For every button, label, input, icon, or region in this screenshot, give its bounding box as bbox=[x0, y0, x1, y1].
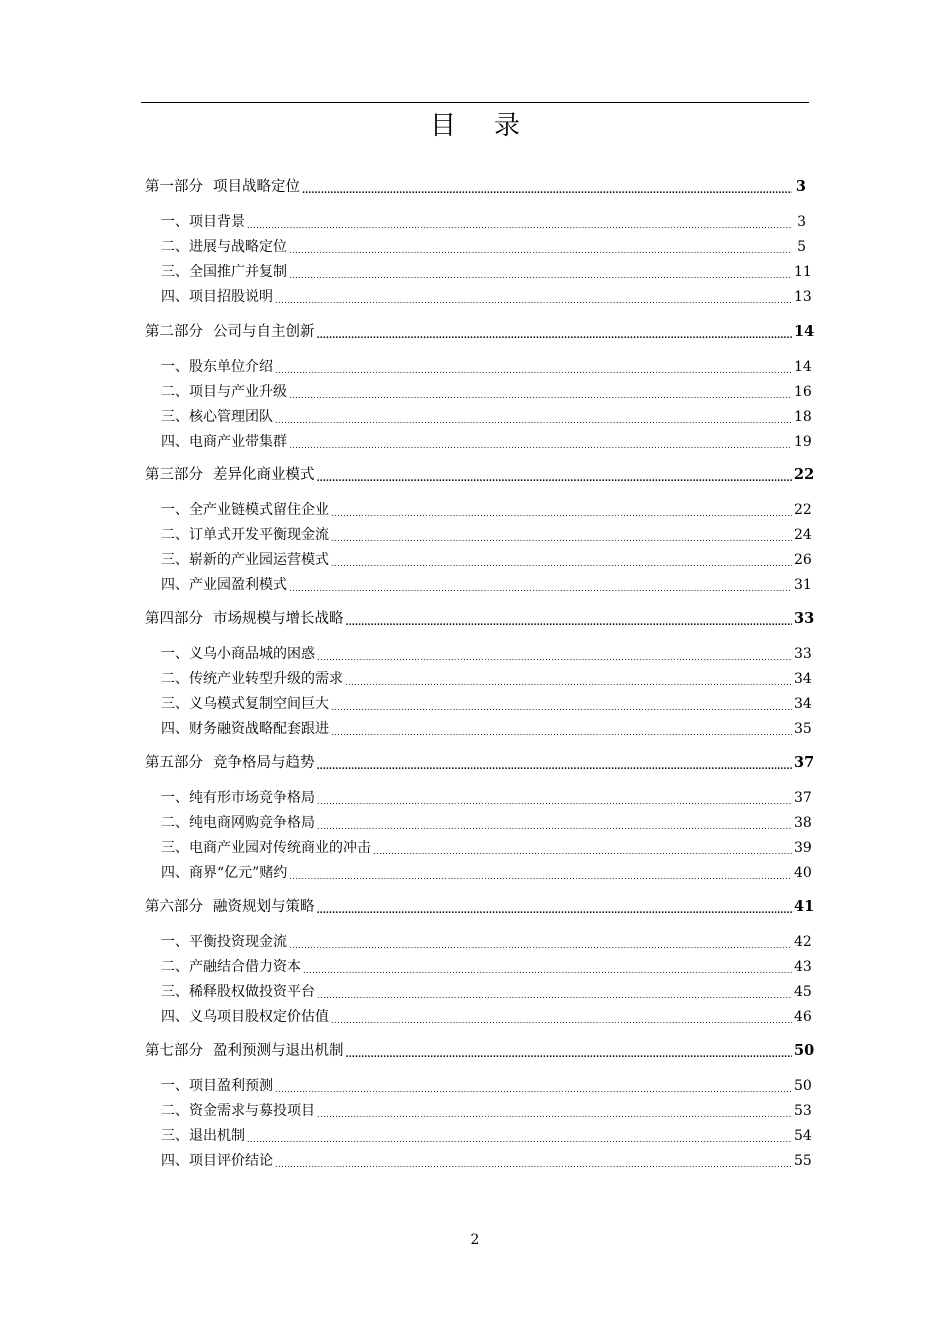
toc-item-page: 39 bbox=[794, 840, 812, 856]
toc-item-title: 三、全国推广并复制 bbox=[161, 264, 287, 280]
toc-leader-dots bbox=[317, 900, 793, 918]
toc-item-page: 18 bbox=[794, 409, 812, 425]
toc-item-title: 二、传统产业转型升级的需求 bbox=[161, 671, 343, 687]
toc-item-entry[interactable] bbox=[161, 956, 812, 978]
toc-item-title: 四、项目评价结论 bbox=[161, 1153, 273, 1169]
toc-part-title: 项目战略定位 bbox=[213, 179, 300, 195]
toc-leader-dots bbox=[289, 935, 792, 953]
toc-leader-dots bbox=[275, 410, 792, 428]
toc-item-page: 55 bbox=[794, 1153, 812, 1169]
toc-item-entry[interactable] bbox=[161, 643, 812, 665]
toc-item-entry[interactable] bbox=[161, 693, 812, 715]
toc-item-entry[interactable] bbox=[161, 1006, 812, 1028]
toc-leader-dots bbox=[289, 240, 792, 258]
toc-item-title: 二、订单式开发平衡现金流 bbox=[161, 527, 329, 543]
toc-leader-dots bbox=[331, 722, 792, 740]
toc-item-entry[interactable] bbox=[161, 1150, 812, 1172]
toc-item-title: 一、纯有形市场竞争格局 bbox=[161, 790, 315, 806]
toc-item-entry[interactable] bbox=[161, 236, 806, 258]
toc-item-title: 三、义乌模式复制空间巨大 bbox=[161, 696, 329, 712]
toc-part-title: 差异化商业模式 bbox=[213, 467, 315, 483]
toc-leader-dots bbox=[346, 1044, 793, 1062]
toc-item-entry[interactable] bbox=[161, 837, 812, 859]
toc-item-title: 四、义乌项目股权定价估值 bbox=[161, 1009, 329, 1025]
title-char-1: 目 bbox=[429, 111, 456, 141]
toc-item-page: 26 bbox=[794, 552, 812, 568]
toc-leader-dots bbox=[317, 468, 793, 486]
toc-item-entry[interactable] bbox=[161, 1075, 812, 1097]
toc-part-entry[interactable] bbox=[145, 608, 815, 630]
toc-part-number: 第四部分 bbox=[145, 611, 203, 627]
toc-item-page: 42 bbox=[794, 934, 812, 950]
toc-item-title: 四、产业园盈利模式 bbox=[161, 577, 287, 593]
toc-part-title: 公司与自主创新 bbox=[213, 324, 315, 340]
toc-part-page: 14 bbox=[794, 323, 815, 340]
toc-item-title: 一、义乌小商品城的困惑 bbox=[161, 646, 315, 662]
toc-part-entry[interactable] bbox=[145, 896, 815, 918]
toc-part-title: 市场规模与增长战略 bbox=[213, 611, 344, 627]
toc-part-page: 33 bbox=[794, 610, 815, 627]
toc-leader-dots bbox=[346, 612, 793, 630]
toc-leader-dots bbox=[317, 647, 792, 665]
toc-leader-dots bbox=[275, 1154, 792, 1172]
toc-item-page: 22 bbox=[794, 502, 812, 518]
toc-part-title: 竞争格局与趋势 bbox=[213, 755, 315, 771]
toc-item-entry[interactable] bbox=[161, 718, 812, 740]
toc-item-title: 二、进展与战略定位 bbox=[161, 239, 287, 255]
toc-item-title: 四、商界“亿元”赌约 bbox=[161, 865, 288, 881]
toc-item-title: 一、项目盈利预测 bbox=[161, 1078, 273, 1094]
toc-part-title: 融资规划与策略 bbox=[213, 899, 315, 915]
toc-part-number: 第五部分 bbox=[145, 755, 203, 771]
toc-item-title: 一、项目背景 bbox=[161, 214, 245, 230]
toc-item-page: 54 bbox=[794, 1128, 812, 1144]
toc-item-page: 16 bbox=[794, 384, 812, 400]
toc-item-entry[interactable] bbox=[161, 211, 806, 233]
toc-item-title: 一、平衡投资现金流 bbox=[161, 934, 287, 950]
toc-leader-dots bbox=[275, 360, 792, 378]
toc-part-entry[interactable] bbox=[145, 1040, 815, 1062]
toc-item-entry[interactable] bbox=[161, 787, 812, 809]
toc-leader-dots bbox=[289, 435, 792, 453]
toc-part-page: 3 bbox=[795, 178, 806, 195]
toc-leader-dots bbox=[317, 756, 793, 774]
toc-item-title: 三、核心管理团队 bbox=[161, 409, 273, 425]
toc-part-page: 37 bbox=[794, 754, 815, 771]
toc-item-page: 13 bbox=[794, 289, 812, 305]
toc-leader-dots bbox=[302, 180, 792, 198]
toc-item-title: 三、崭新的产业园运营模式 bbox=[161, 552, 329, 568]
toc-item-title: 三、退出机制 bbox=[161, 1128, 245, 1144]
toc-leader-dots bbox=[317, 985, 792, 1003]
toc-item-entry[interactable] bbox=[161, 406, 812, 428]
toc-item-page: 35 bbox=[794, 721, 812, 737]
toc-item-entry[interactable] bbox=[161, 356, 812, 378]
toc-part-entry[interactable] bbox=[145, 752, 815, 774]
toc-item-page: 38 bbox=[794, 815, 812, 831]
toc-part-number: 第七部分 bbox=[145, 1043, 203, 1059]
toc-leader-dots bbox=[331, 528, 792, 546]
toc-item-entry[interactable] bbox=[161, 1100, 812, 1122]
toc-item-page: 3 bbox=[797, 214, 806, 230]
toc-item-entry[interactable] bbox=[161, 381, 812, 403]
toc-item-title: 三、电商产业园对传统商业的冲击 bbox=[161, 840, 371, 856]
toc-part-page: 22 bbox=[794, 466, 815, 483]
toc-item-entry[interactable] bbox=[161, 524, 812, 546]
toc-item-entry[interactable] bbox=[161, 261, 812, 283]
toc-leader-dots bbox=[289, 265, 792, 283]
toc-leader-dots bbox=[289, 866, 792, 884]
toc-item-title: 四、项目招股说明 bbox=[161, 289, 273, 305]
toc-leader-dots bbox=[303, 960, 792, 978]
toc-leader-dots bbox=[331, 1010, 792, 1028]
toc-item-entry[interactable] bbox=[161, 574, 812, 596]
toc-item-title: 一、股东单位介绍 bbox=[161, 359, 273, 375]
toc-part-number: 第一部分 bbox=[145, 179, 203, 195]
toc-item-page: 34 bbox=[794, 671, 812, 687]
toc-part-number: 第六部分 bbox=[145, 899, 203, 915]
toc-item-page: 50 bbox=[794, 1078, 812, 1094]
toc-item-page: 34 bbox=[794, 696, 812, 712]
toc-leader-dots bbox=[289, 578, 792, 596]
toc-leader-dots bbox=[317, 791, 792, 809]
toc-part-number: 第三部分 bbox=[145, 467, 203, 483]
toc-item-page: 53 bbox=[794, 1103, 812, 1119]
toc-part-page: 41 bbox=[794, 898, 815, 915]
toc-leader-dots bbox=[373, 841, 792, 859]
toc-item-page: 14 bbox=[794, 359, 812, 375]
toc-part-title: 盈利预测与退出机制 bbox=[213, 1043, 344, 1059]
toc-item-entry[interactable] bbox=[161, 549, 812, 571]
toc-item-page: 43 bbox=[794, 959, 812, 975]
toc-leader-dots bbox=[317, 816, 792, 834]
toc-part-page: 50 bbox=[794, 1042, 815, 1059]
toc-leader-dots bbox=[317, 1104, 792, 1122]
toc-item-page: 33 bbox=[794, 646, 812, 662]
toc-item-entry[interactable] bbox=[161, 981, 812, 1003]
toc-item-entry[interactable] bbox=[161, 812, 812, 834]
toc-part-entry[interactable] bbox=[145, 321, 815, 343]
toc-part-entry[interactable] bbox=[145, 176, 806, 198]
toc-item-page: 5 bbox=[797, 239, 806, 255]
toc-item-page: 19 bbox=[794, 434, 812, 450]
toc-item-title: 二、纯电商网购竞争格局 bbox=[161, 815, 315, 831]
toc-leader-dots bbox=[331, 553, 792, 571]
toc-item-title: 二、资金需求与募投项目 bbox=[161, 1103, 315, 1119]
toc-item-entry[interactable] bbox=[161, 862, 812, 884]
toc-part-number: 第二部分 bbox=[145, 324, 203, 340]
toc-leader-dots bbox=[247, 215, 792, 233]
toc-part-entry[interactable] bbox=[145, 464, 815, 486]
page-number: 2 bbox=[470, 1232, 480, 1248]
toc-item-page: 37 bbox=[794, 790, 812, 806]
toc-item-title: 二、产融结合借力资本 bbox=[161, 959, 301, 975]
toc-item-page: 46 bbox=[794, 1009, 812, 1025]
toc-leader-dots bbox=[345, 672, 792, 690]
toc-item-title: 四、电商产业带集群 bbox=[161, 434, 287, 450]
toc-item-entry[interactable] bbox=[161, 1125, 812, 1147]
toc-leader-dots bbox=[289, 385, 792, 403]
toc-item-entry[interactable] bbox=[161, 286, 812, 308]
toc-item-title: 二、项目与产业升级 bbox=[161, 384, 287, 400]
title-char-2: 录 bbox=[494, 111, 521, 141]
toc-item-entry[interactable] bbox=[161, 668, 812, 690]
toc-leader-dots bbox=[317, 325, 793, 343]
toc-item-page: 11 bbox=[794, 264, 812, 280]
toc-item-page: 40 bbox=[794, 865, 812, 881]
toc-leader-dots bbox=[275, 290, 792, 308]
toc-item-entry[interactable] bbox=[161, 431, 812, 453]
toc-item-title: 一、全产业链模式留住企业 bbox=[161, 502, 329, 518]
toc-item-page: 45 bbox=[794, 984, 812, 1000]
toc-leader-dots bbox=[331, 503, 792, 521]
toc-item-entry[interactable] bbox=[161, 499, 812, 521]
toc-item-page: 31 bbox=[794, 577, 812, 593]
toc-item-entry[interactable] bbox=[161, 931, 812, 953]
toc-item-title: 三、稀释股权做投资平台 bbox=[161, 984, 315, 1000]
toc-item-title: 四、财务融资战略配套跟进 bbox=[161, 721, 329, 737]
toc-leader-dots bbox=[275, 1079, 792, 1097]
toc-item-page: 24 bbox=[794, 527, 812, 543]
toc-leader-dots bbox=[247, 1129, 792, 1147]
toc-leader-dots bbox=[331, 697, 792, 715]
